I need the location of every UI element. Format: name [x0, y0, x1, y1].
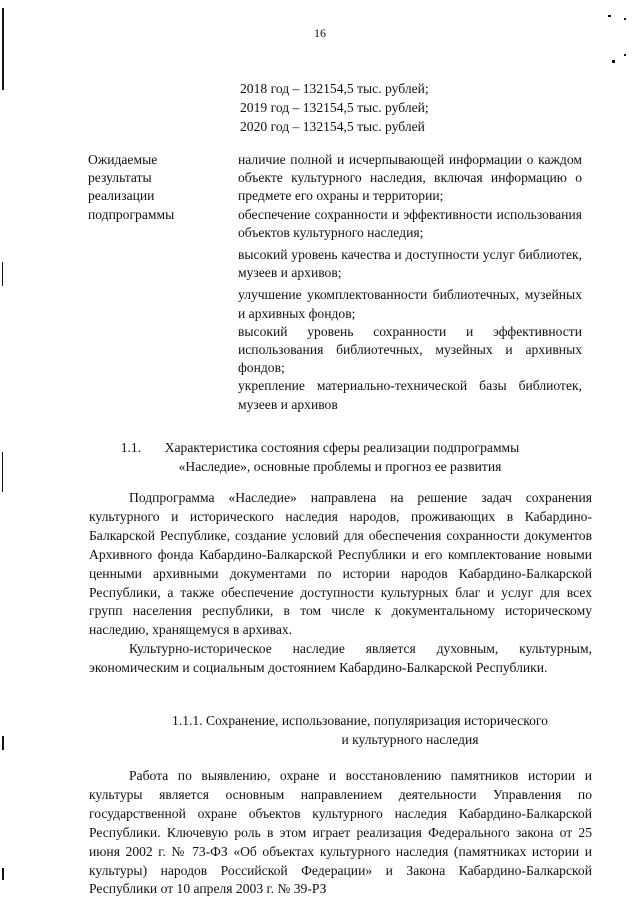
scan-dot-1 — [608, 15, 611, 17]
scan-mark-left-2 — [2, 262, 3, 286]
section-1-1-body — [89, 489, 592, 678]
result-item: наличие полной и исчерпывающей информации о каждом объекте культурного наследия, включая информацию о предмете его охраны и территории; — [238, 152, 582, 204]
results-label-line: результаты — [88, 170, 152, 186]
section-number: 1.1. — [120, 440, 142, 455]
result-item: улучшение укомплектованности библиотечных, музейных и архивных фондов; — [238, 287, 582, 321]
funding-list — [240, 79, 429, 136]
section-title-line: «Наследие», основные проблемы и прогноз ее развития — [178, 459, 502, 474]
funding-line: 2018 год – 132154,5 тыс. рублей; — [240, 81, 429, 96]
scan-dot-3 — [612, 60, 615, 63]
results-label — [88, 151, 228, 224]
result-item: обеспечение сохранности и эффективности использования объектов культурного наследия; — [238, 206, 582, 240]
results-label-line: Ожидаемые — [88, 152, 158, 167]
section-title-line: 1.1.1. Сохранение, использование, популяризация исторического — [172, 713, 548, 728]
scan-dot-2 — [624, 18, 626, 20]
result-item: укрепление материально-технической базы библиотек, музеев и архивов — [238, 378, 582, 412]
paragraph: Работа по выявлению, охране и восстановлению памятников истории и культуры является основным направлением деятельности Управления по государственной охране объектов культурного наследия Кабардино-Балкарской Республики. Ключевую роль в этом играет реализация Федерального закона от 25 июня 2002 г. № 73-ФЗ «Об объектах культурного наследия (памятниках истории и культуры) народов Российской Федерации» и Закона Кабардино-Балкарской Республики от 10 апреля 2003 г. № 39-РЗ — [89, 768, 592, 897]
page-number: 16 — [314, 26, 326, 40]
section-heading-1-1 — [0, 438, 640, 476]
result-item: высокий уровень сохранности и эффективности использования библиотечных, музейных и архивных фондов; — [238, 323, 582, 376]
scan-mark-left-5 — [2, 868, 4, 880]
paragraph: Культурно-историческое наследие является духовным, культурным, экономическим и социальным достоянием Кабардино-Балкарской Республики. — [89, 641, 592, 676]
paragraph: Подпрограмма «Наследие» направлена на решение задач сохранения культурного и исторического наследия народов, проживающих в Кабардино-Балкарской Республике, создание условий для обеспечения сохранности документов Архивного фонда Кабардино-Балкарской Республики и его комплектование новыми ценными архивными документами по истории народов Кабардино-Балкарской Республики, а также обеспечение доступности культурных благ и услуг для всех групп населения республики, в том числе к документальному историческому наследию, хранящемуся в архивах. — [89, 490, 592, 638]
scan-mark-left-1 — [2, 8, 4, 90]
result-item: высокий уровень качества и доступности услуг библиотек, музеев и архивов; — [238, 247, 582, 281]
results-label-line: реализации — [88, 188, 155, 204]
results-items — [238, 151, 582, 414]
section-title-line: и культурного наследия — [341, 732, 479, 747]
section-title-line: Характеристика состояния сферы реализации подпрограммы — [164, 440, 520, 455]
section-heading-1-1-1 — [0, 711, 640, 749]
funding-line: 2019 год – 132154,5 тыс. рублей; — [240, 100, 429, 115]
results-label-line: подпрограммы — [88, 206, 175, 222]
scan-dot-4 — [624, 54, 626, 56]
section-1-1-1-body — [89, 767, 592, 899]
funding-line: 2020 год – 132154,5 тыс. рублей — [240, 119, 425, 134]
